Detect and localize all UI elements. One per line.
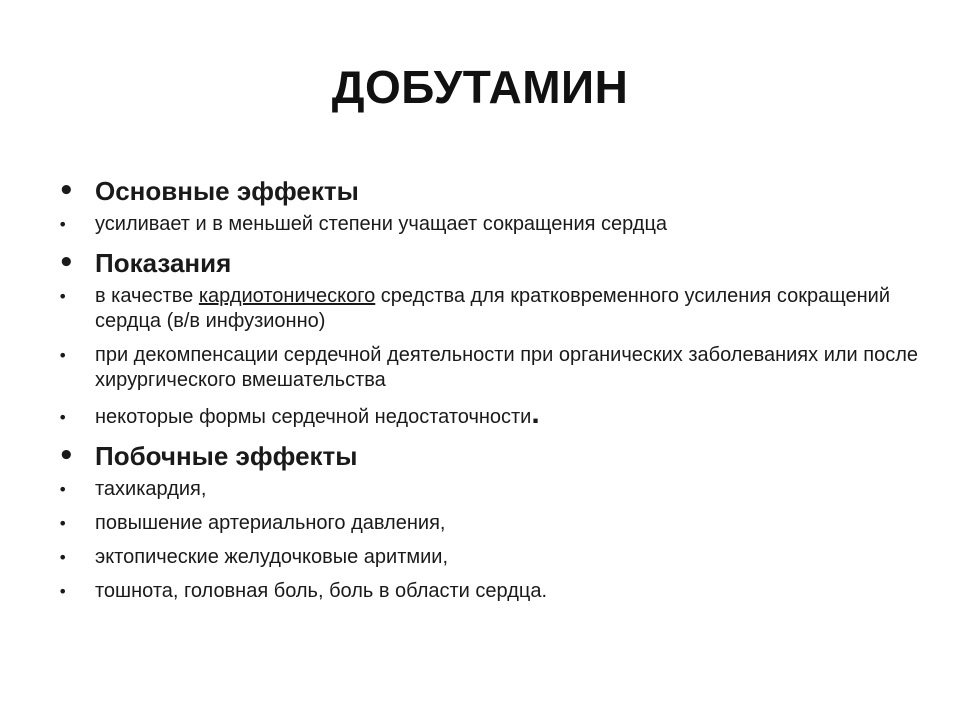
- list-item-text: некоторые формы сердечной недостаточности: [95, 406, 532, 428]
- bullet-list: [58, 170, 918, 613]
- list-item: [58, 212, 918, 237]
- bullet-icon: •: [58, 215, 68, 234]
- bullet-icon: •: [58, 248, 75, 278]
- list-item: [58, 284, 918, 334]
- list-item-text: усиливает и в меньшей степени учащает сокращения сердца: [95, 213, 668, 235]
- section-heading-side-effects: [58, 439, 918, 473]
- list-item: [58, 579, 918, 604]
- heading-text: Побочные эффекты: [95, 441, 358, 471]
- list-item-text: при декомпенсации сердечной деятельности при органических заболеваниях или после хирургического вмешательства: [95, 344, 919, 391]
- bullet-icon: •: [58, 548, 68, 567]
- section-heading-indications: [58, 246, 918, 280]
- heading-text: Основные эффекты: [95, 176, 359, 206]
- list-item-text: тошнота, головная боль, боль в области сердца.: [95, 580, 548, 602]
- section-heading-main-effects: [58, 174, 918, 208]
- list-item-text-suffix: средства для кратковременного усиления сокращений сердца (в/в инфузионно): [95, 285, 890, 332]
- bullet-icon: •: [58, 176, 75, 206]
- list-item-text: эктопические желудочковые аритмии,: [95, 546, 449, 568]
- bullet-icon: •: [58, 582, 68, 601]
- bullet-icon: •: [58, 441, 75, 471]
- bullet-icon: •: [58, 287, 68, 306]
- bullet-icon: •: [58, 514, 68, 533]
- list-item: [58, 511, 918, 536]
- list-item: [58, 545, 918, 570]
- list-item-text: тахикардия,: [95, 478, 207, 500]
- heading-text: Показания: [95, 248, 232, 278]
- period-mark: .: [531, 397, 540, 430]
- list-item-text-prefix: в качестве: [95, 285, 199, 307]
- list-item: [58, 343, 918, 393]
- bullet-icon: •: [58, 408, 68, 427]
- cardiotonic-link[interactable]: кардиотонического: [198, 285, 376, 307]
- bullet-icon: •: [58, 480, 68, 499]
- list-item-text: повышение артериального давления,: [95, 512, 446, 534]
- slide-title: ДОБУТАМИН: [331, 61, 629, 113]
- list-item: [58, 397, 918, 430]
- list-item: [58, 477, 918, 502]
- bullet-icon: •: [58, 346, 68, 365]
